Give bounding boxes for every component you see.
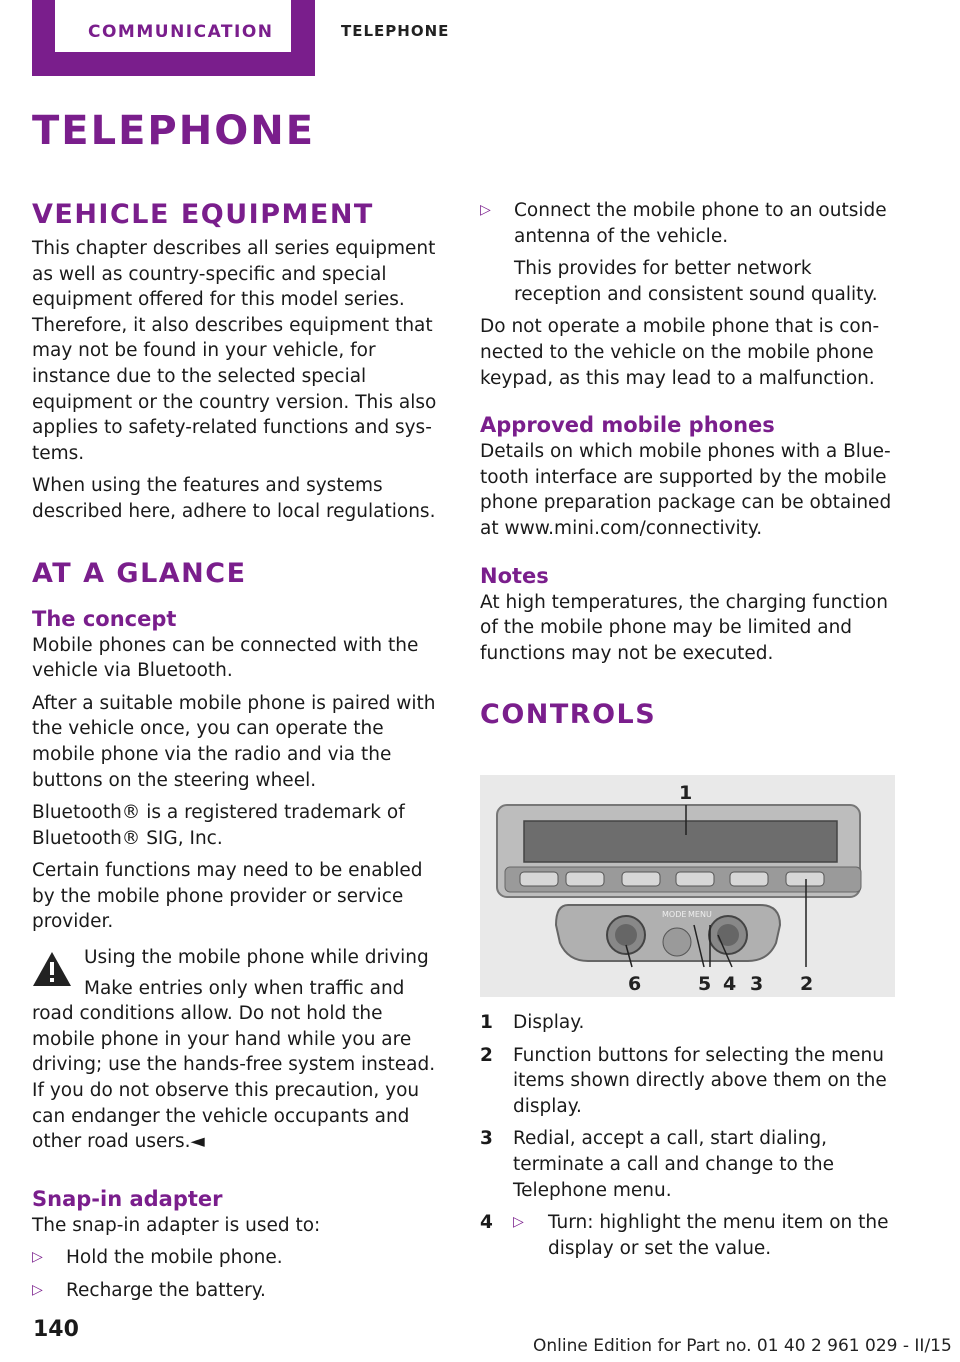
item-text: Function buttons for selecting the menu items shown directly above them on the display. xyxy=(513,1044,887,1117)
list-item-text: Recharge the battery. xyxy=(66,1280,266,1301)
heading-notes: Notes xyxy=(480,563,549,588)
heading-at-a-glance: AT A GLANCE xyxy=(32,557,247,589)
left-column xyxy=(32,198,450,1311)
list-item xyxy=(480,198,900,249)
paragraph: Details on which mobile phones with a Bluetooth interface are supported by the mobile phone preparation package can be obtained at www.mini.com/connectivity. xyxy=(480,441,892,539)
item-number: 2 xyxy=(480,1044,493,1066)
item-text: Turn: highlight the menu item on the display or set the value. xyxy=(548,1212,889,1259)
paragraph: At high temperatures, the charging function of the mobile phone may be limited and functions may not be executed. xyxy=(480,591,888,664)
item-text: Redial, accept a call, start dialing, terminate a call and change to the Telephone menu. xyxy=(513,1128,835,1201)
paragraph: Bluetooth® is a registered trademark of Bluetooth® SIG, Inc. xyxy=(32,802,405,849)
list-item xyxy=(32,1245,450,1271)
heading-controls: CONTROLS xyxy=(480,699,657,731)
callout-1: 1 xyxy=(679,782,693,804)
item-number: 3 xyxy=(480,1128,493,1150)
header-chapter: TELEPHONE xyxy=(341,22,450,40)
list-item xyxy=(480,1043,900,1120)
heading-approved-phones: Approved mobile phones xyxy=(480,413,775,438)
item-text: Display. xyxy=(513,1012,585,1033)
callout-6: 6 xyxy=(628,973,642,995)
paragraph: When using the features and systems described here, adhere to local regulations. xyxy=(32,475,436,522)
footer-edition: Online Edition for Part no. 01 40 2 961 029 - II/15 xyxy=(533,1336,952,1356)
list-item-text: Hold the mobile phone. xyxy=(66,1247,283,1269)
menu-button-label: MENU xyxy=(688,910,712,919)
list-item xyxy=(480,1126,900,1203)
paragraph: Certain functions may need to be enabled by the mobile phone provider or service provider. xyxy=(32,860,423,933)
callout-4: 4 xyxy=(723,973,737,995)
heading-the-concept: The concept xyxy=(32,606,177,631)
list-item-sub: This provides for better network reception and consistent sound quality. xyxy=(514,258,878,305)
bullet-icon: ▷ xyxy=(32,1282,43,1298)
paragraph: After a suitable mobile phone is paired with the vehicle once, you can operate the mobile phone via the radio and via the buttons on the steering wheel. xyxy=(32,692,436,791)
warning-icon xyxy=(32,951,72,987)
list-item-text: Connect the mobile phone to an outside antenna of the vehicle. xyxy=(514,200,887,247)
list-item xyxy=(480,1210,900,1261)
heading-vehicle-equipment: VEHICLE EQUIPMENT xyxy=(32,199,374,230)
paragraph: Mobile phones can be connected with the vehicle via Bluetooth. xyxy=(32,634,419,682)
page-title: TELEPHONE xyxy=(32,108,316,154)
item-number: 1 xyxy=(480,1012,493,1033)
list-item xyxy=(480,1010,900,1036)
paragraph: Do not operate a mobile phone that is connected to the vehicle on the mobile phone keypad, as this may lead to a malfunction. xyxy=(480,316,880,389)
paragraph: The snap-in adapter is used to: xyxy=(32,1214,321,1236)
radio-panel-illustration xyxy=(480,775,895,997)
item-number: 4 xyxy=(480,1212,493,1234)
heading-snap-in-adapter: Snap-in adapter xyxy=(32,1186,223,1211)
warning-block xyxy=(32,945,450,1155)
callout-3: 3 xyxy=(750,973,764,995)
warning-text xyxy=(32,976,450,1155)
paragraph: This chapter describes all series equipment as well as country-specific and special equipment offered for this model series. Therefore, it also describes equipment that may not be found in your vehicle, for instance due to the selected special equipment or the country version. This also applies to safety-related functions and systems. xyxy=(32,238,437,464)
callout-5: 5 xyxy=(698,973,712,995)
warning-text-body: Make entries only when traffic and road conditions allow. Do not hold the mobile phone in your hand while you are driving; use the hands-free system instead. If you do not observe this precaution, you can endanger the vehicle occupants and other road users. xyxy=(32,977,436,1153)
controls-figure xyxy=(480,775,895,997)
callout-2: 2 xyxy=(800,973,814,995)
header-section: COMMUNICATION xyxy=(88,22,274,42)
controls-list xyxy=(480,1010,900,1268)
mode-button-label: MODE xyxy=(662,910,687,919)
list-item xyxy=(32,1278,450,1304)
bullet-icon: ▷ xyxy=(513,1214,524,1231)
end-mark: ◄ xyxy=(190,1131,205,1153)
right-column xyxy=(480,198,900,732)
bullet-icon: ▷ xyxy=(32,1249,43,1266)
warning-title: Using the mobile phone while driving xyxy=(84,947,429,969)
page-number: 140 xyxy=(33,1317,79,1342)
bullet-icon: ▷ xyxy=(480,202,491,218)
